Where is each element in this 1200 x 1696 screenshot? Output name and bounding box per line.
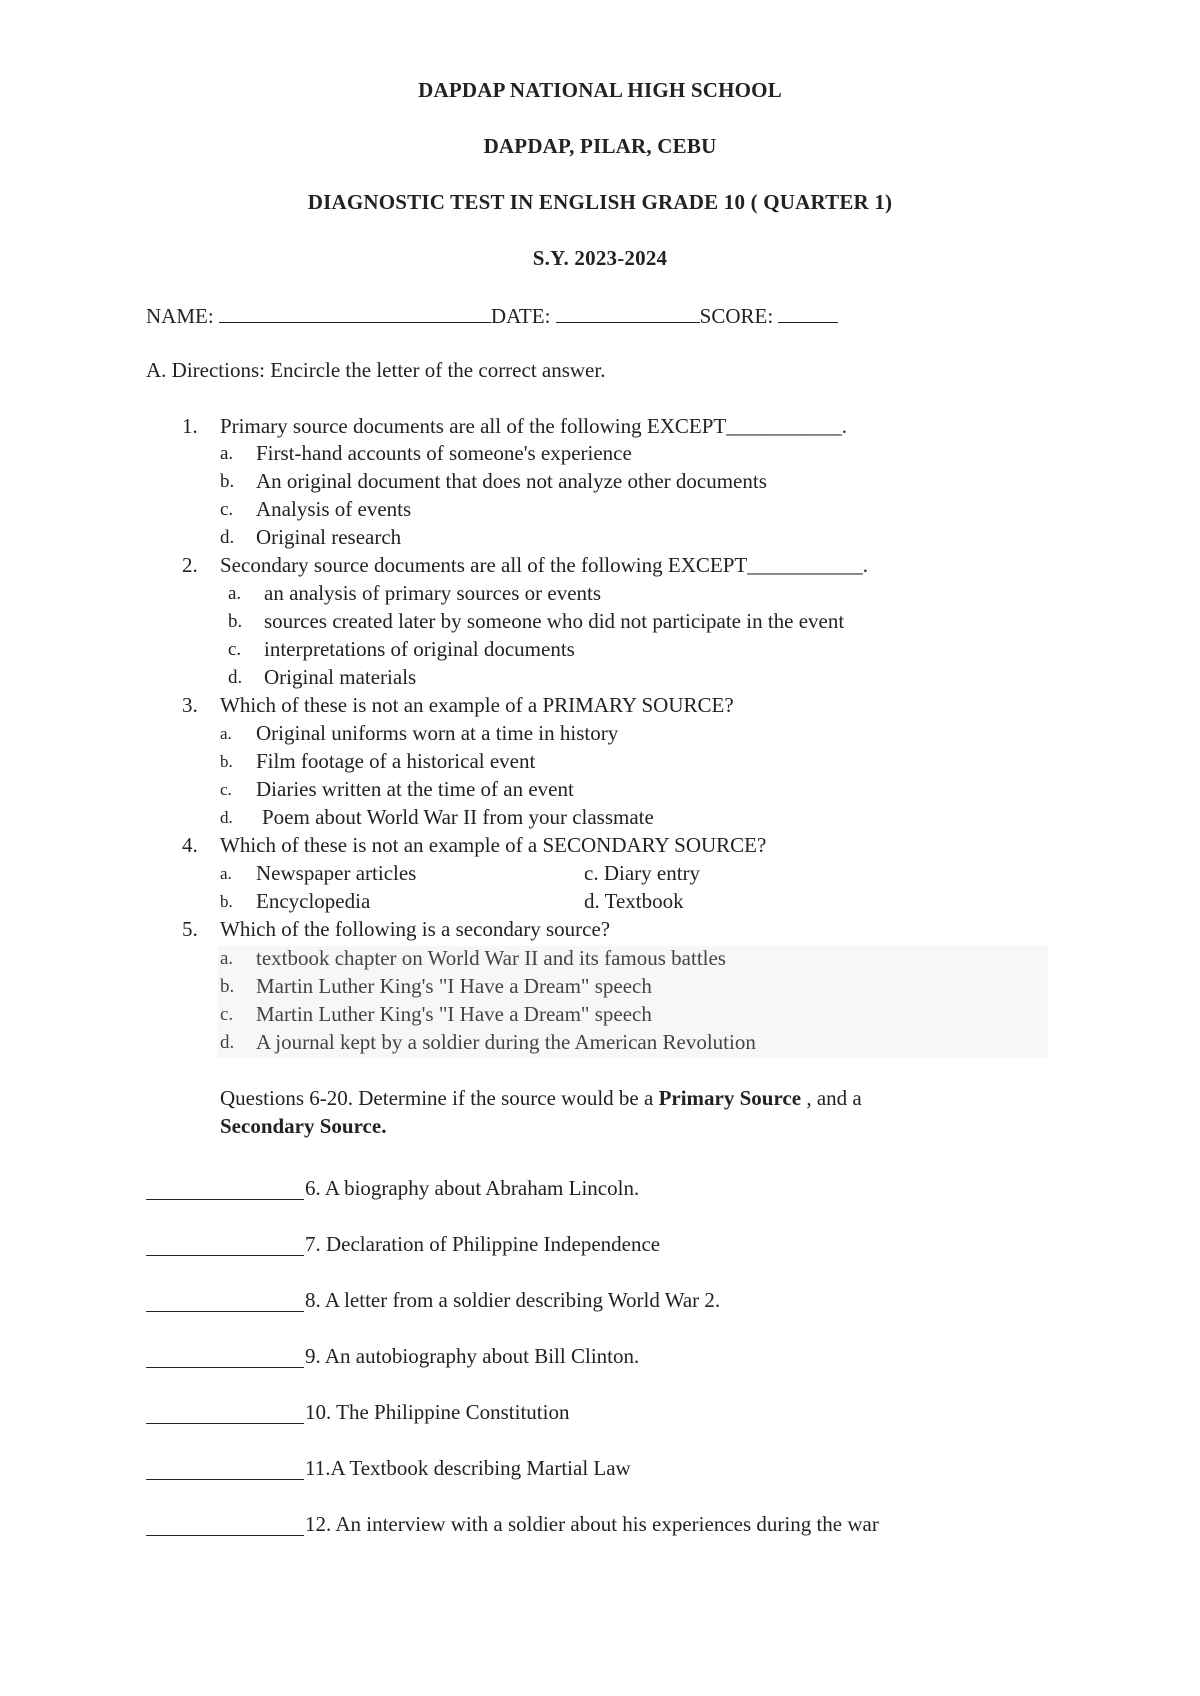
option-text: Encyclopedia: [256, 889, 371, 913]
option-letter[interactable]: d.: [228, 667, 243, 688]
score-label: SCORE:: [699, 304, 774, 328]
school-name: DAPDAP NATIONAL HIGH SCHOOL: [418, 78, 782, 102]
student-info-row: [146, 302, 838, 329]
item-text: 12. An interview with a soldier about his experiences during the war: [305, 1512, 879, 1536]
answer-blank[interactable]: [146, 1199, 304, 1200]
option-letter[interactable]: b.: [228, 611, 243, 632]
option-letter[interactable]: a.: [228, 583, 242, 604]
option-d-text[interactable]: d. Textbook: [584, 889, 684, 913]
option-text: interpretations of original documents: [264, 637, 575, 661]
question-text: Primary source documents are all of the following EXCEPT___________.: [220, 414, 847, 438]
question-text: Which of the following is a secondary source?: [220, 917, 611, 941]
score-field[interactable]: [778, 302, 838, 323]
test-title: DIAGNOSTIC TEST IN ENGLISH GRADE 10 ( QUARTER 1): [307, 190, 893, 214]
option-text: Original research: [256, 525, 402, 549]
option-text: Martin Luther King's "I Have a Dream" speech: [256, 1002, 652, 1026]
answer-blank[interactable]: [146, 1311, 304, 1312]
part-b-intro: [220, 1086, 862, 1111]
option-text: A journal kept by a soldier during the American Revolution: [256, 1030, 756, 1054]
question-number: 4.: [182, 833, 198, 857]
answer-blank[interactable]: [146, 1535, 304, 1536]
option-c-text[interactable]: c. Diary entry: [584, 861, 701, 885]
item-text: 6. A biography about Abraham Lincoln.: [305, 1176, 640, 1200]
date-label: DATE:: [490, 304, 551, 328]
item-text: 7. Declaration of Philippine Independence: [305, 1232, 661, 1256]
option-letter[interactable]: b.: [220, 976, 235, 997]
option-text: Original materials: [264, 665, 417, 689]
directions: A. Directions: Encircle the letter of the correct answer.: [146, 358, 606, 382]
option-letter[interactable]: d.: [220, 1032, 235, 1053]
school-year: S.Y. 2023-2024: [532, 246, 668, 270]
question-text: Which of these is not an example of a PRIMARY SOURCE?: [220, 693, 734, 717]
answer-blank[interactable]: [146, 1255, 304, 1256]
option-text: Analysis of events: [256, 497, 412, 521]
option-letter[interactable]: c.: [220, 1004, 234, 1025]
option-letter[interactable]: b.: [220, 892, 233, 911]
date-field[interactable]: [556, 302, 700, 323]
question-text: Which of these is not an example of a SECONDARY SOURCE?: [220, 833, 767, 857]
question-text: Secondary source documents are all of the following EXCEPT___________.: [220, 553, 868, 577]
item-text: 8. A letter from a soldier describing World War 2.: [305, 1288, 721, 1312]
option-letter[interactable]: a.: [220, 948, 234, 969]
option-text: An original document that does not analyze other documents: [256, 469, 767, 493]
answer-blank[interactable]: [146, 1367, 304, 1368]
question-number: 2.: [182, 553, 198, 577]
question-number: 5.: [182, 917, 198, 941]
intro-text: Questions 6-20. Determine if the source would be a: [220, 1086, 659, 1110]
option-letter[interactable]: b.: [220, 471, 235, 492]
name-field[interactable]: [219, 302, 491, 323]
question-number: 3.: [182, 693, 198, 717]
item-text: 11.A Textbook describing Martial Law: [305, 1456, 631, 1480]
option-letter[interactable]: c.: [228, 639, 242, 660]
option-letter[interactable]: c.: [220, 499, 234, 520]
option-text: sources created later by someone who did not participate in the event: [264, 609, 845, 633]
option-letter[interactable]: d.: [220, 808, 233, 827]
answer-blank[interactable]: [146, 1479, 304, 1480]
option-letter[interactable]: a.: [220, 443, 234, 464]
question-number: 1.: [182, 414, 198, 438]
option-text: Martin Luther King's "I Have a Dream" speech: [256, 974, 652, 998]
option-text: Original uniforms worn at a time in history: [256, 721, 619, 745]
option-letter[interactable]: b.: [220, 752, 233, 771]
option-letter[interactable]: c.: [220, 780, 232, 799]
name-label: NAME:: [146, 304, 214, 328]
option-text: Diaries written at the time of an event: [256, 777, 574, 801]
answer-blank[interactable]: [146, 1423, 304, 1424]
primary-source-term: Primary Source: [658, 1086, 802, 1110]
item-text: 10. The Philippine Constitution: [305, 1400, 570, 1424]
option-text: textbook chapter on World War II and its famous battles: [256, 946, 726, 970]
item-text: 9. An autobiography about Bill Clinton.: [305, 1344, 640, 1368]
option-letter[interactable]: d.: [220, 527, 235, 548]
option-letter[interactable]: a.: [220, 864, 232, 883]
option-letter[interactable]: a.: [220, 724, 232, 743]
school-address: DAPDAP, PILAR, CEBU: [483, 134, 717, 158]
secondary-source-term: Secondary Source.: [220, 1114, 387, 1138]
option-text: Newspaper articles: [256, 861, 417, 885]
option-text: First-hand accounts of someone's experience: [256, 441, 632, 465]
intro-text: , and a: [801, 1086, 862, 1110]
option-text: Poem about World War II from your classmate: [262, 805, 654, 829]
option-text: Film footage of a historical event: [256, 749, 536, 773]
option-text: an analysis of primary sources or events: [264, 581, 602, 605]
